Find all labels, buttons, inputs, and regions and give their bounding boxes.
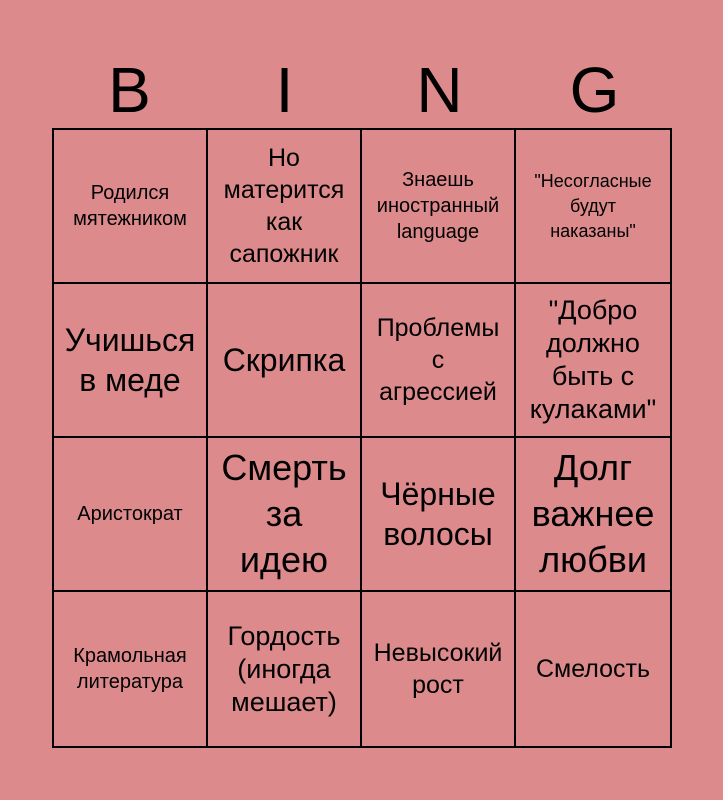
bingo-cell[interactable] [208,592,362,746]
bingo-cell[interactable] [54,592,208,746]
bingo-cell[interactable] [362,438,516,592]
cell-text: Учишься в меде [64,322,196,398]
cell-text: Родился мятежником [73,182,187,230]
bingo-cell[interactable] [362,284,516,438]
bingo-cell[interactable] [208,284,362,438]
cell-text: Знаешь иностранный language [376,169,500,243]
bingo-cell[interactable] [54,284,208,438]
cell-text: Смерть за идею [221,447,347,580]
cell-text: Крамольная литература [73,645,187,693]
cell-text: Скрипка [222,342,346,378]
bingo-cell[interactable] [54,130,208,284]
bingo-board [52,128,672,748]
bingo-cell[interactable] [208,130,362,284]
bingo-cell[interactable] [362,592,516,746]
cell-text: Но матерится как сапожник [223,144,345,268]
bingo-cell[interactable] [516,592,670,746]
cell-text: Смелость [535,655,651,683]
bingo-header [52,50,672,130]
header-letter-b: B [108,54,151,126]
bingo-cell[interactable] [54,438,208,592]
cell-text: "Добро должно быть с кулаками" [529,295,657,424]
bingo-cell[interactable] [516,130,670,284]
cell-text: Долг важнее любви [531,447,655,580]
cell-text: Проблемы с агрессией [376,314,500,406]
bingo-cell[interactable] [516,438,670,592]
cell-text: Аристократ [77,503,183,525]
bingo-cell[interactable] [208,438,362,592]
header-letter-g: G [569,54,620,126]
bingo-cell[interactable] [362,130,516,284]
bingo-cell[interactable] [516,284,670,438]
cell-text: Гордость (иногда мешает) [227,620,341,717]
cell-text: "Несогласные будут наказаны" [534,170,652,241]
header-letter-n: N [416,54,463,126]
cell-text: Невысокий рост [373,639,503,699]
cell-text: Чёрные волосы [380,476,496,552]
header-letter-i: I [275,54,294,126]
